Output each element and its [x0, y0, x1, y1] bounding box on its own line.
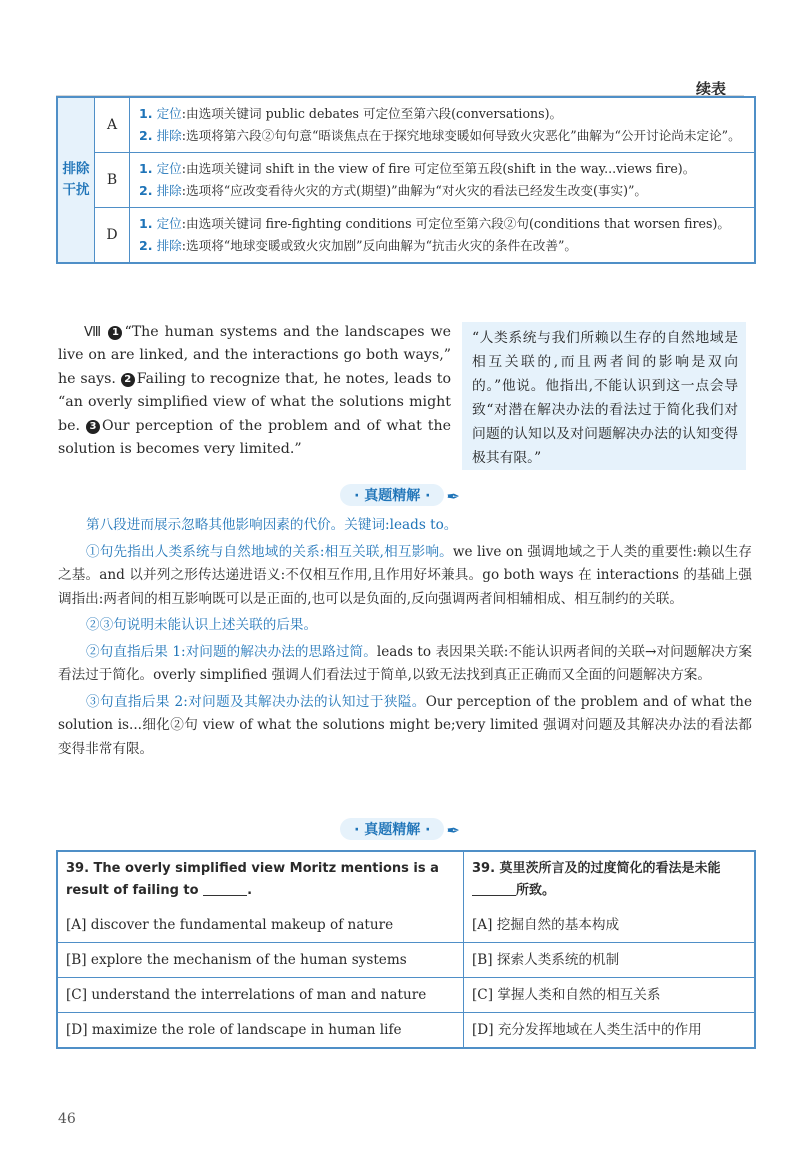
answer-blank-zh	[472, 881, 516, 896]
line-keyword: 定位	[156, 216, 182, 231]
stem-zh-text: 39. 莫里茨所言及的过度简化的看法是未能	[472, 861, 721, 876]
option-en: [D] maximize the role of landscape in human life	[58, 1013, 464, 1047]
continued-label: 续表	[695, 80, 726, 98]
section-title: · 真题精解 ·	[340, 484, 444, 506]
analysis-row	[95, 98, 754, 152]
section-header-1	[0, 484, 800, 506]
question-stem-row	[58, 852, 754, 908]
option-row	[58, 977, 754, 1012]
question-table	[56, 850, 756, 1049]
option-letter: B	[95, 153, 130, 207]
analysis-p4-text: Our perception of the problem and of what the solution is...细化②句 view of what the solutions might be;very limited 强调对问题及其解决办法的看法都变得非常有限。	[58, 693, 752, 757]
analysis-line	[139, 103, 746, 125]
option-letter: A	[95, 98, 130, 152]
sentence-mark-2: 2	[121, 373, 135, 387]
option-row	[58, 908, 754, 942]
feather-pen-icon-2: ✒	[446, 820, 460, 840]
line-number: 1.	[139, 161, 153, 176]
analysis-line	[139, 213, 746, 235]
analysis-line	[139, 158, 746, 180]
option-letter: D	[95, 208, 130, 262]
sentence-mark-1: 1	[108, 326, 122, 340]
analysis-cell	[130, 98, 754, 152]
line-text: :选项将第六段②句句意“晤谈焦点在于探究地球变暖如何导致火灾恶化”曲解为“公开讨论尚未定论”。	[181, 128, 741, 143]
option-en: [C] understand the interrelations of man and nature	[58, 978, 464, 1012]
sentence-mark-3: 3	[86, 420, 100, 434]
feather-pen-icon: ✒	[446, 486, 460, 506]
analysis-p4	[58, 691, 752, 762]
line-keyword: 排除	[156, 128, 182, 143]
paragraph-roman-numeral: Ⅷ	[84, 325, 103, 340]
analysis-cell	[130, 208, 754, 262]
analysis-p3-key: ②句直指后果 1:对问题的解决办法的思路过简。	[86, 643, 377, 660]
analysis-row	[95, 207, 754, 262]
line-keyword: 排除	[156, 238, 182, 253]
line-number: 2.	[139, 128, 153, 143]
section-header-2	[0, 818, 800, 840]
line-keyword: 定位	[156, 161, 182, 176]
line-text: :由选项关键词 fire-fighting conditions 可定位至第六段②句(conditions that worsen fires)。	[181, 216, 730, 231]
line-number: 1.	[139, 106, 153, 121]
stem-zh-end: 所致。	[516, 883, 556, 898]
analysis-p3	[58, 641, 752, 688]
side-label-text: 排除 干扰	[62, 161, 90, 198]
analysis-line	[139, 125, 746, 147]
line-text: :由选项关键词 shift in the view of fire 可定位至第五段(shift in the way...views fire)。	[181, 161, 696, 176]
analysis-lead: 第八段进而展示忽略其他影响因素的代价。关键词:leads to。	[86, 517, 458, 533]
sentence-1: “The human systems and the landscapes we live on are linked, and the interactions go both ways,” he says.	[58, 324, 452, 387]
sentence-3: Our perception of the problem and of what the solution is becomes very limited.”	[58, 417, 451, 458]
line-text: :选项将“应改变看待火灾的方式(期望)”曲解为“对火灾的看法已经发生改变(事实)”。	[181, 183, 648, 198]
line-text: :选项将“地球变暖或致火灾加剧”反向曲解为“抗击火灾的条件在改善”。	[181, 238, 577, 253]
answer-blank	[203, 881, 247, 896]
page-number: 46	[58, 1111, 76, 1127]
distractor-analysis-table	[56, 96, 756, 264]
line-keyword: 排除	[156, 183, 182, 198]
option-row	[58, 942, 754, 977]
analysis-p1-key: ①句先指出人类系统与自然地域的关系:相互关联,相互影响。	[86, 543, 453, 560]
analysis-body	[58, 514, 752, 764]
option-zh: [B] 探索人类系统的机制	[472, 952, 620, 968]
question-stem-zh	[464, 852, 754, 908]
option-row	[58, 1012, 754, 1047]
line-number: 1.	[139, 216, 153, 231]
stem-en-end: .	[247, 883, 253, 898]
analysis-p3-text: leads to 表因果关联:不能认识两者间的关联→对问题解决方案看法过于简化。overly simplified 强调人们看法过于简单,以致无法找到真正正确而又全面的问题解决方案。	[58, 643, 752, 683]
analysis-cell	[130, 153, 754, 207]
analysis-p4-key: ③句直指后果 2:对问题及其解决办法的认知过于狭隘。	[86, 693, 426, 710]
passage-paragraph-viii	[58, 321, 451, 461]
option-zh: [A] 挖掘自然的基本构成	[472, 917, 620, 933]
option-zh: [C] 掌握人类和自然的相互关系	[472, 987, 661, 1003]
analysis-p1-text: we live on 强调地域之于人类的重要性:赖以生存之基。and 以并列之形传达递进语义:不仅相互作用,且作用好坏兼具。go both ways 在 interactions 的基础上强调指出:两者间的相互影响既可以是正面的,也可以是负面的,反向强调两者间相辅相成、相互制约的关联。	[58, 543, 752, 607]
line-number: 2.	[139, 183, 153, 198]
sentence-2: Failing to recognize that, he notes, leads to “an overly simplified view of what the solutions might be.	[58, 370, 451, 434]
analysis-line	[139, 180, 746, 202]
question-stem-en	[58, 852, 464, 908]
option-en: [B] explore the mechanism of the human systems	[58, 943, 464, 977]
analysis-p2: ②③句说明未能认识上述关联的后果。	[86, 617, 318, 633]
line-keyword: 定位	[156, 106, 182, 121]
stem-en-text: 39. The overly simplified view Moritz mentions is a result of failing to	[66, 861, 439, 898]
option-en: [A] discover the fundamental makeup of nature	[58, 908, 464, 942]
passage-translation: “人类系统与我们所赖以生存的自然地域是相互关联的,而且两者间的影响是双向的。”他说。他指出,不能认识到这一点会导致“对潜在解决办法的看法过于简化我们对问题的认知以及对问题解决办法的认知变得极其有限。”	[462, 322, 746, 470]
analysis-row	[95, 152, 754, 207]
option-zh: [D] 充分发挥地域在人类生活中的作用	[472, 1022, 702, 1038]
line-text: :由选项关键词 public debates 可定位至第六段(conversations)。	[181, 106, 563, 121]
table-side-label	[58, 98, 95, 262]
analysis-p1	[58, 541, 752, 612]
line-number: 2.	[139, 238, 153, 253]
analysis-line	[139, 235, 746, 257]
section-title-2: · 真题精解 ·	[340, 818, 444, 840]
